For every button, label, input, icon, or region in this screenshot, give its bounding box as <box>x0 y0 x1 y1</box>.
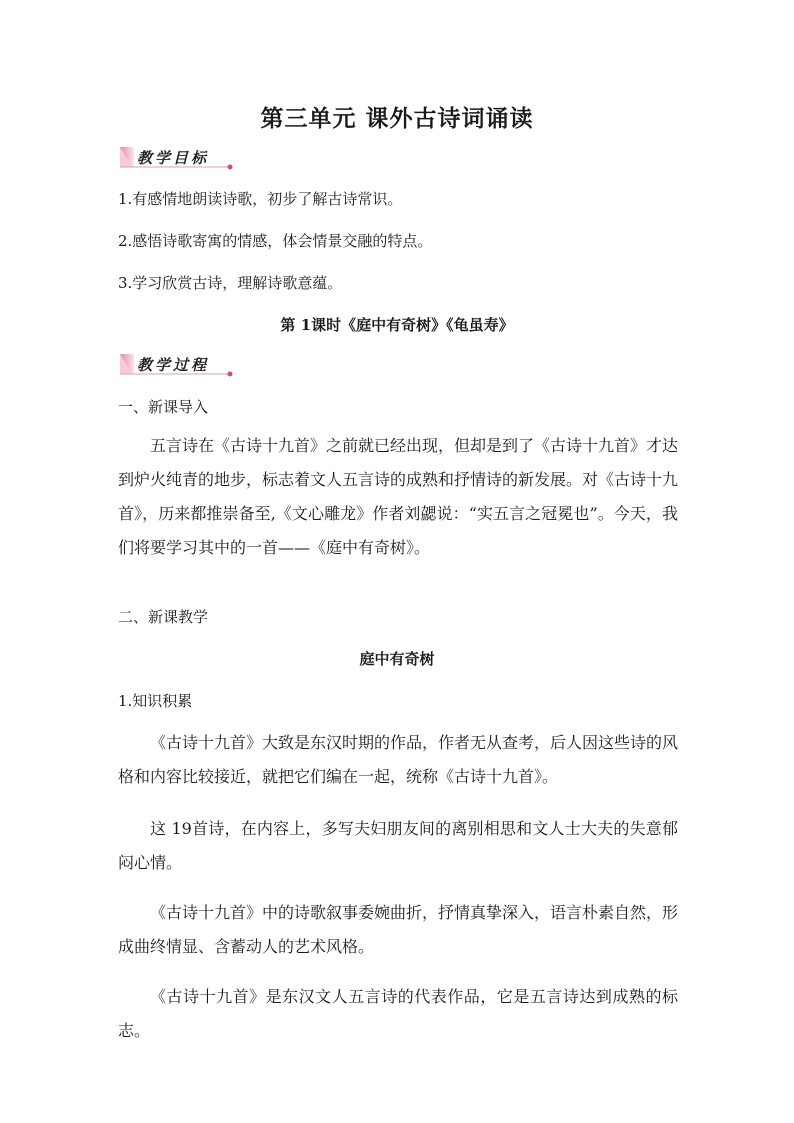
knowledge-paragraph-2: 这 19首诗，在内容上，多写夫妇朋友间的离别相思和文人士大夫的失意郁闷心情。 <box>118 819 678 872</box>
knowledge-paragraph-4: 《古诗十九首》是东汉文人五言诗的代表作品，它是五言诗达到成熟的标志。 <box>118 987 678 1040</box>
part2-heading: 二、新课教学 <box>118 608 209 626</box>
page-title: 第三单元 课外古诗词诵读 <box>260 105 534 132</box>
knowledge-paragraph-3: 《古诗十九首》中的诗歌叙事委婉曲折，抒情真挚深入，语言朴素自然，形成曲终情显、含蓄动人的艺术风格。 <box>118 903 679 956</box>
intro-paragraph: 五言诗在《古诗十九首》之前就已经出现，但却是到了《古诗十九首》才达到炉火纯青的地步，标志着文人五言诗的成熟和抒情诗的新发展。对《古诗十九首》，历来都推崇备至,《文心雕龙》作者刘勰说：“实五言之冠冕也”。今天，我们将要学习其中的一首——《庭中有奇树》。 <box>118 436 679 557</box>
section-badge-objectives <box>118 145 238 171</box>
knowledge-paragraph-1: 《古诗十九首》大致是东汉时期的作品，作者无从查考，后人因这些诗的风格和内容比较接近，就把它们编在一起，统称《古诗十九首》。 <box>118 733 679 786</box>
section-label-process: 教学过程 <box>137 356 210 374</box>
knowledge-heading: 1.知识积累 <box>118 692 193 710</box>
lesson-title: 第 1课时《庭中有奇树》《龟虽寿》 <box>280 316 514 334</box>
objective-item-3: 3.学习欣赏古诗，理解诗歌意蕴。 <box>118 274 343 292</box>
objective-item-2: 2.感悟诗歌寄寓的情感，体会情景交融的特点。 <box>118 232 433 250</box>
section-label-objectives: 教学目标 <box>137 149 210 167</box>
part1-heading: 一、新课导入 <box>118 398 209 416</box>
objective-item-1: 1.有感情地朗读诗歌，初步了解古诗常识。 <box>118 190 403 208</box>
poem-title: 庭中有奇树 <box>359 650 435 668</box>
section-badge-process <box>118 352 238 378</box>
